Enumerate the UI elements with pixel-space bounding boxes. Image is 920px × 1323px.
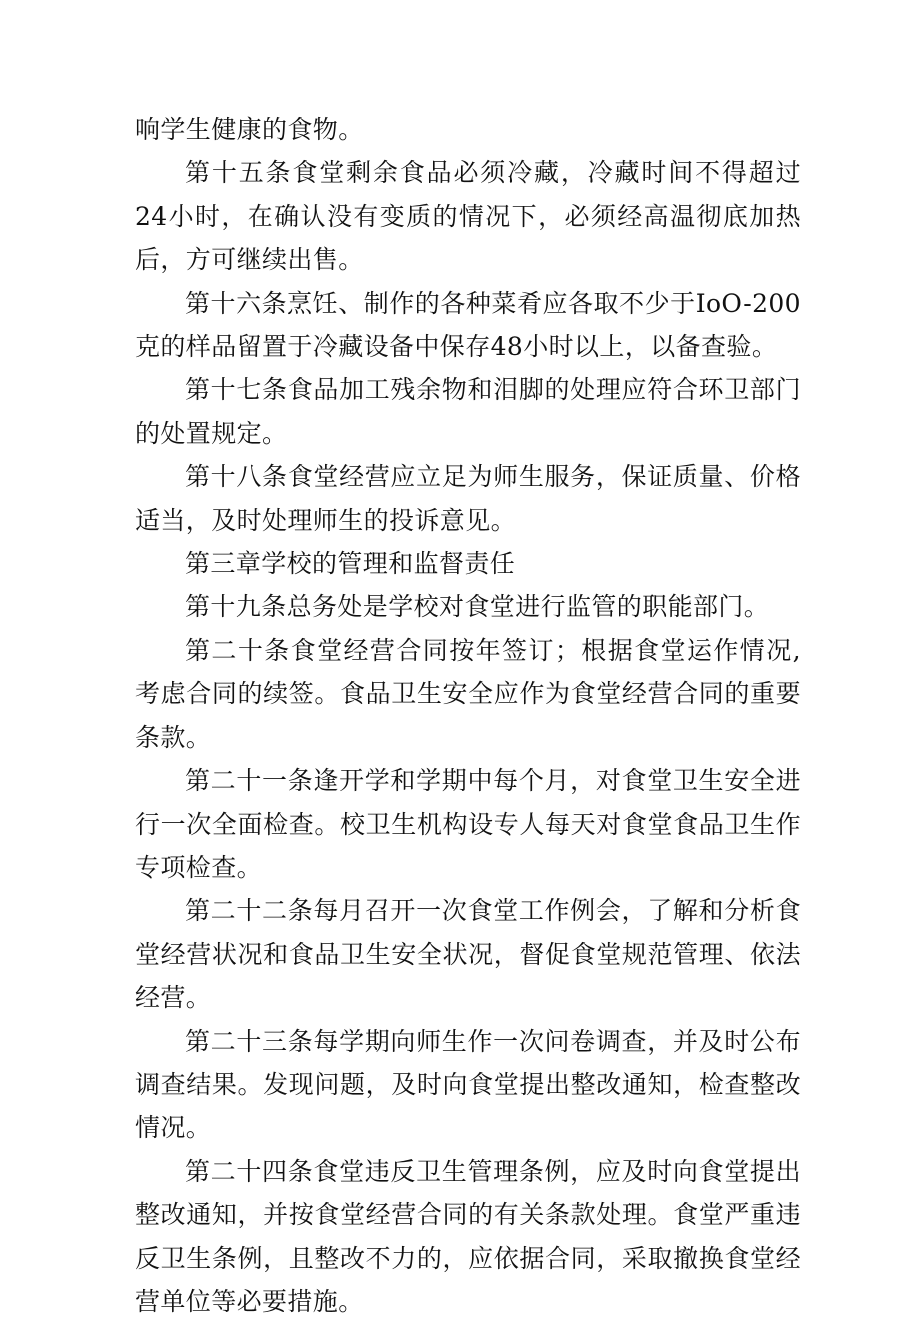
paragraph-article-16: 第十六条烹饪、制作的各种菜肴应各取不少于IoO-200克的样品留置于冷藏设备中保存48小时以上，以备查验。 (135, 288, 801, 362)
paragraph-continuation: 响学生健康的食物。 (135, 115, 364, 144)
chapter-heading: 第三章学校的管理和监督责任 (185, 549, 516, 579)
paragraph-article-19: 第十九条总务处是学校对食堂进行监管的职能部门。 (185, 592, 770, 622)
paragraph-article-21: 第二十一条逢开学和学期中每个月，对食堂卫生安全进行一次全面检查。校卫生机构设专人每天对食堂食品卫生作专项检查。 (135, 766, 801, 882)
document-body (135, 108, 801, 1323)
paragraph-article-24: 第二十四条食堂违反卫生管理条例，应及时向食堂提出整改通知，并按食堂经营合同的有关条款处理。食堂严重违反卫生条例，且整改不力的，应依据合同，采取撤换食堂经营单位等必要措施。 (135, 1156, 801, 1316)
paragraph-article-22: 第二十二条每月召开一次食堂工作例会，了解和分析食堂经营状况和食品卫生安全状况，督促食堂规范管理、依法经营。 (135, 896, 801, 1013)
paragraph-article-23: 第二十三条每学期向师生作一次问卷调查，并及时公布调查结果。发现问题，及时向食堂提出整改通知，检查整改情况。 (135, 1026, 801, 1143)
paragraph-article-17: 第十七条食品加工残余物和泪脚的处理应符合环卫部门的处置规定。 (135, 375, 801, 448)
paragraph-article-15: 第十五条食堂剩余食品必须冷藏，冷藏时间不得超过24小时，在确认没有变质的情况下，必须经高温彻底加热后，方可继续出售。 (135, 158, 801, 275)
paragraph-article-18: 第十八条食堂经营应立足为师生服务，保证质量、价格适当，及时处理师生的投诉意见。 (135, 462, 801, 535)
paragraph-article-20: 第二十条食堂经营合同按年签订；根据食堂运作情况,考虑合同的续签。食品卫生安全应作为食堂经营合同的重要条款。 (135, 635, 801, 752)
